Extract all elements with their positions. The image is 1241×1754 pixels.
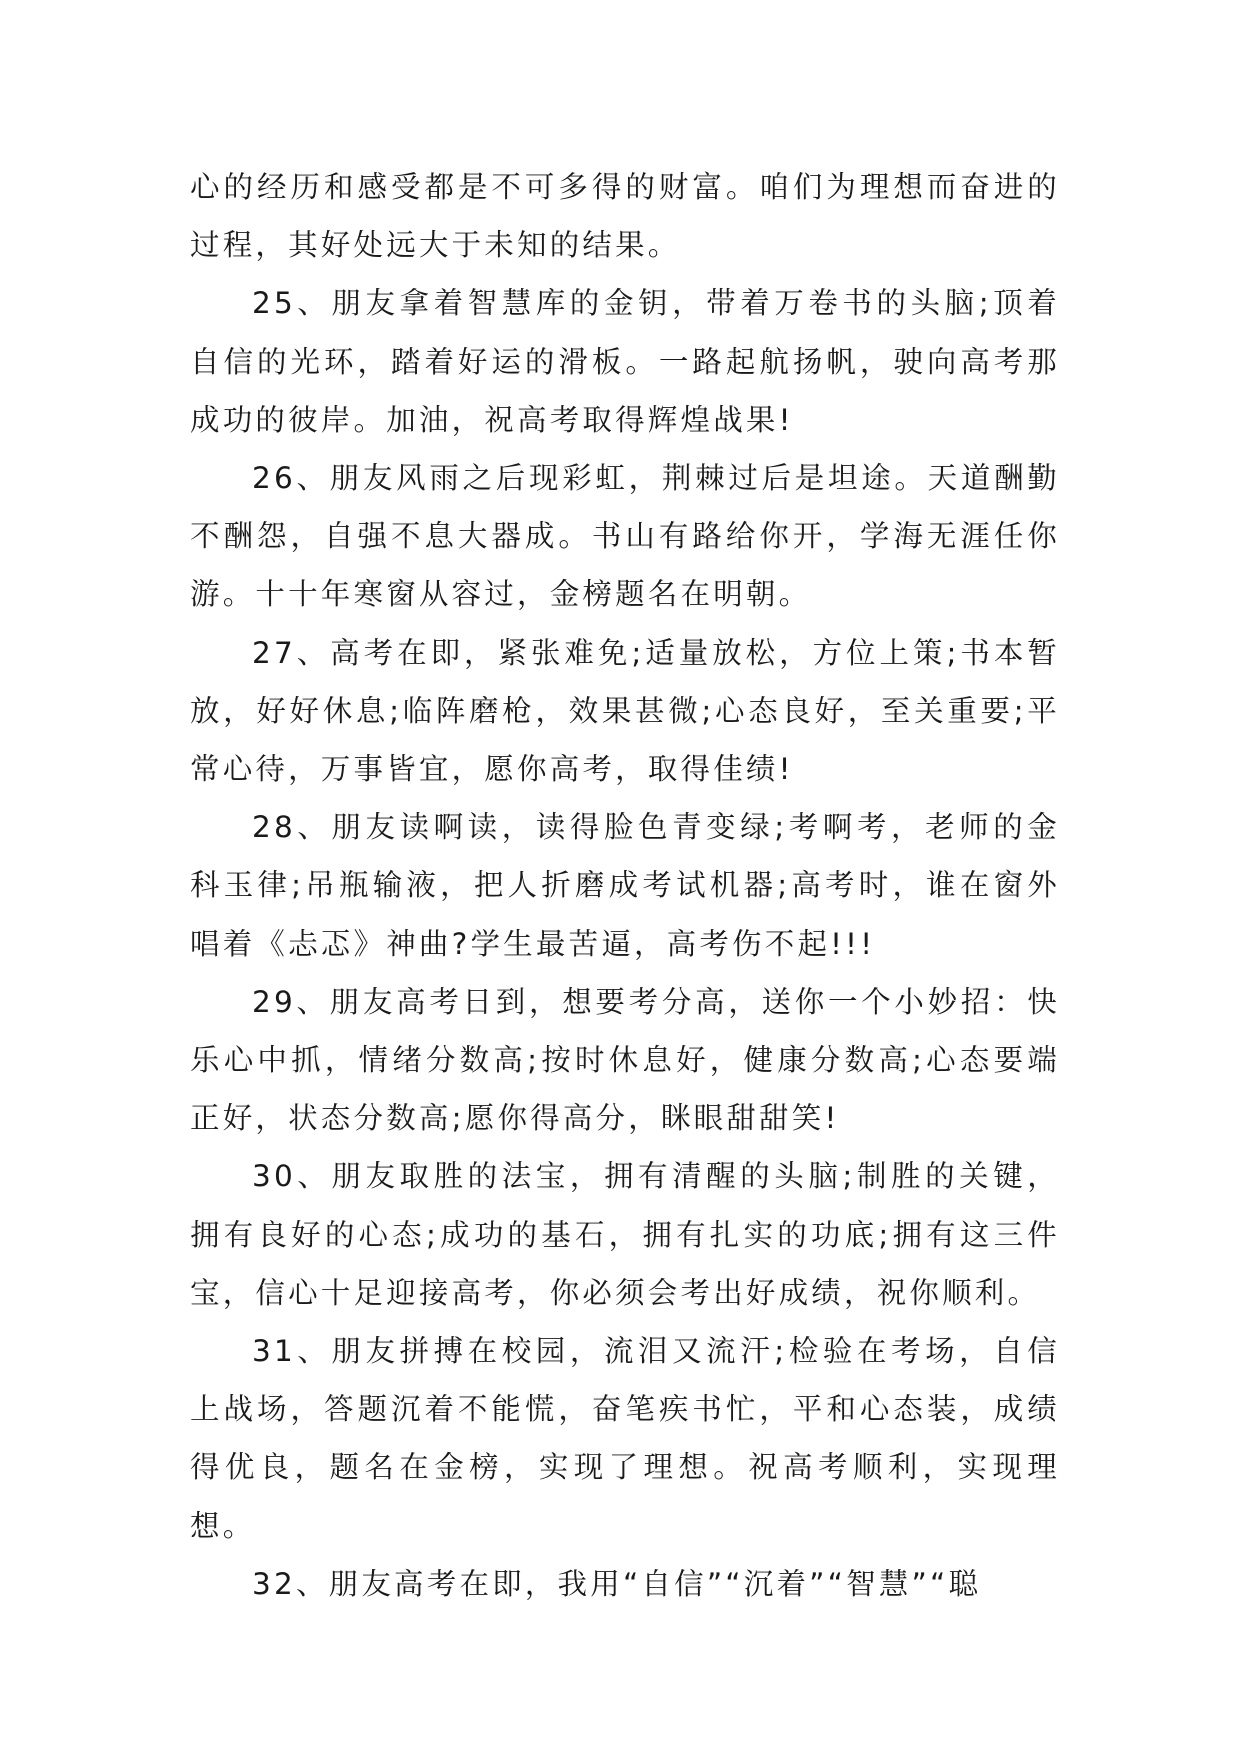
paragraph-31: 31、朋友拼搏在校园，流泪又流汗;检验在考场，自信上战场，答题沉着不能慌，奋笔疾书忙，平和心态装，成绩得优良，题名在金榜，实现了理想。祝高考顺利，实现理想。 (190, 1334, 1060, 1543)
paragraph-30: 30、朋友取胜的法宝，拥有清醒的头脑;制胜的关键，拥有良好的心态;成功的基石，拥有扎实的功底;拥有这三件宝，信心十足迎接高考，你必须会考出好成绩，祝你顺利。 (190, 1159, 1060, 1310)
paragraph-25: 25、朋友拿着智慧库的金钥，带着万卷书的头脑;顶着自信的光环，踏着好运的滑板。一路起航扬帆，驶向高考那成功的彼岸。加油，祝高考取得辉煌战果! (190, 286, 1060, 437)
paragraph-26: 26、朋友风雨之后现彩虹，荆棘过后是坦途。天道酬勤不酬怨，自强不息大器成。书山有路给你开，学海无涯任你游。十十年寒窗从容过，金榜题名在明朝。 (190, 461, 1060, 612)
body-text (190, 158, 1060, 1613)
paragraph-continuation: 心的经历和感受都是不可多得的财富。咱们为理想而奋进的过程，其好处远大于未知的结果。 (190, 170, 1060, 263)
paragraph-32: 32、朋友高考在即，我用“自信”“沉着”“智慧”“聪 (252, 1566, 982, 1601)
paragraph-29: 29、朋友高考日到，想要考分高，送你一个小妙招：快乐心中抓，情绪分数高;按时休息好，健康分数高;心态要端正好，状态分数高;愿你得高分，眯眼甜甜笑! (190, 984, 1060, 1136)
paragraph-28: 28、朋友读啊读，读得脸色青变绿;考啊考，老师的金科玉律;吊瓶输液，把人折磨成考试机器;高考时，谁在窗外唱着《忐忑》神曲?学生最苦逼，高考伤不起!!! (190, 810, 1060, 961)
paragraph-27: 27、高考在即，紧张难免;适量放松，方位上策;书本暂放，好好休息;临阵磨枪，效果甚微;心态良好，至关重要;平常心待，万事皆宜，愿你高考，取得佳绩! (190, 635, 1060, 787)
